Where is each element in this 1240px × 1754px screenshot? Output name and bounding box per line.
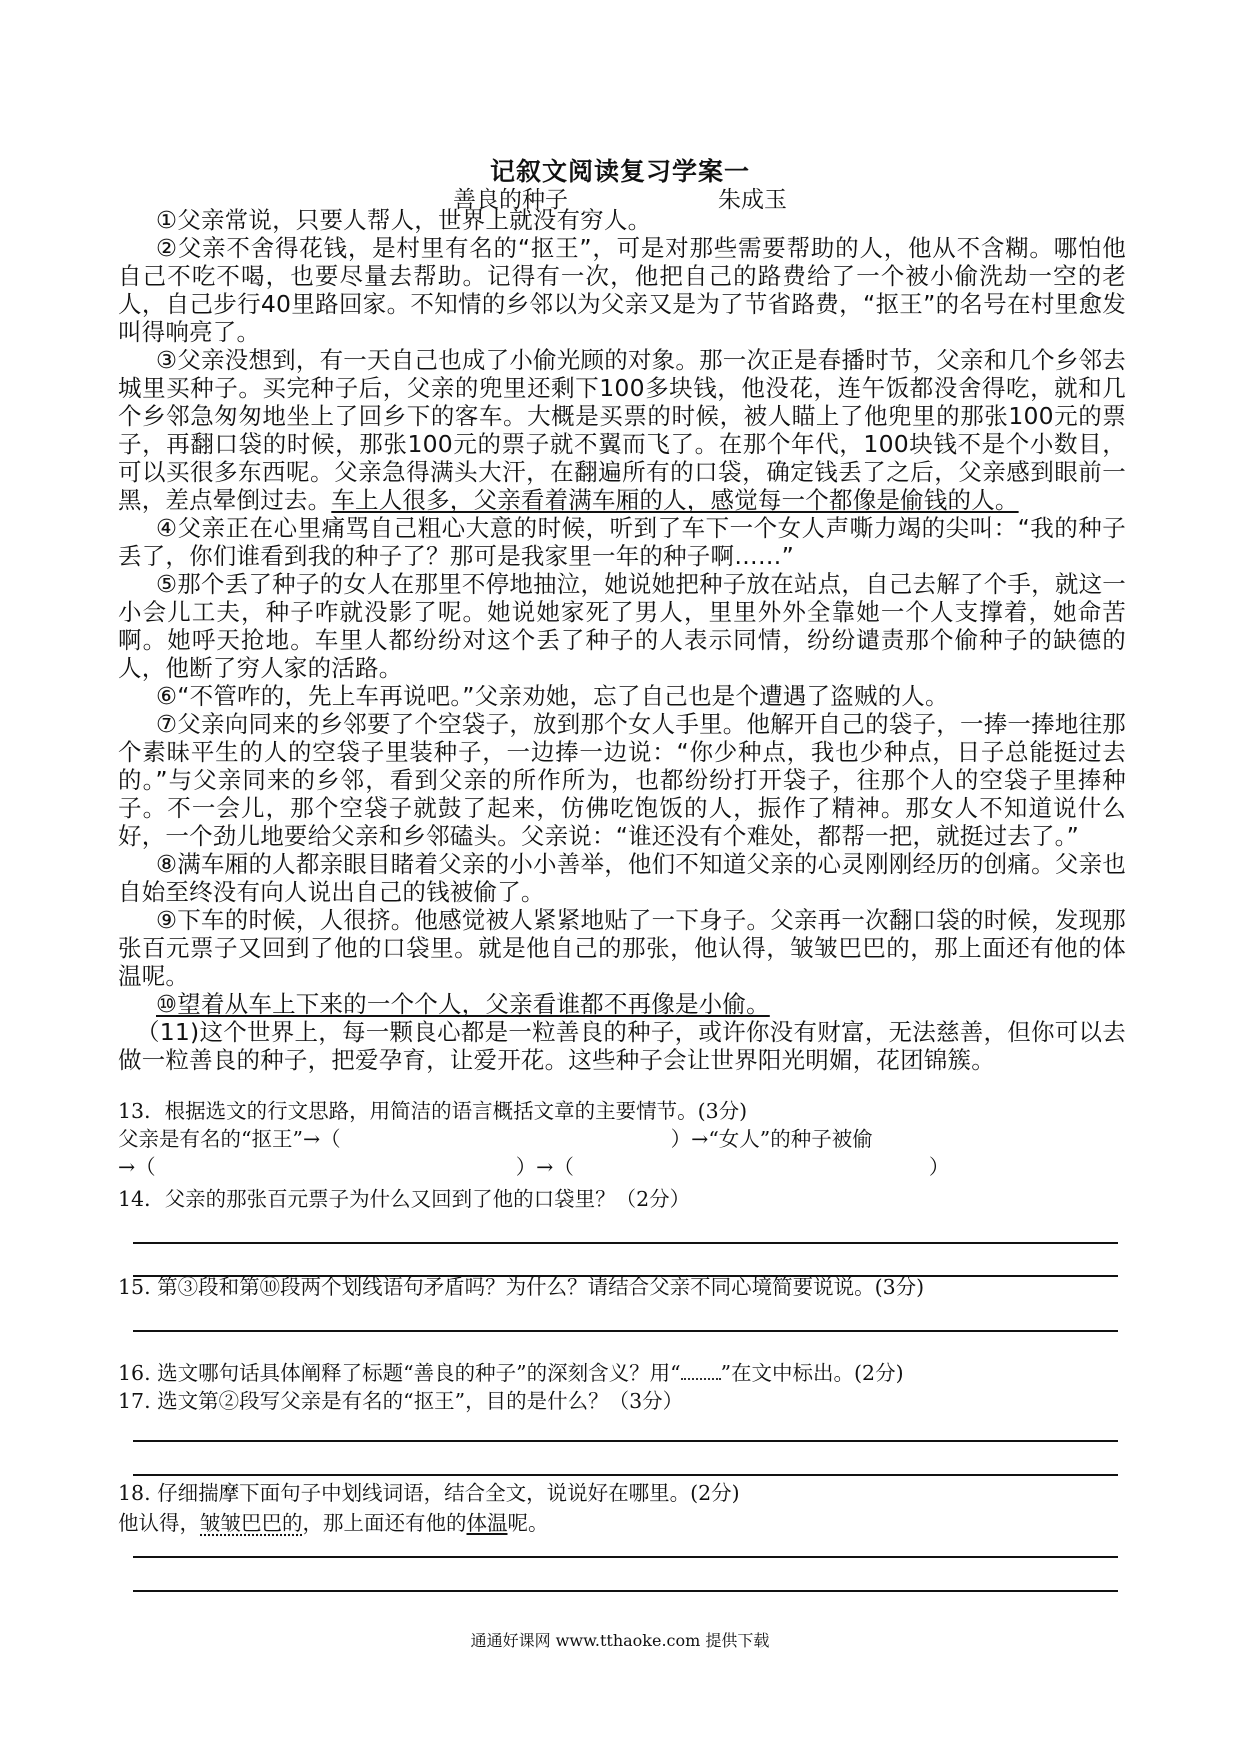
paragraph-10 [118,990,1126,1018]
story-title: 善良的种子 [453,187,568,213]
question-18: 18. 仔细揣摩下面句子中划线词语，结合全文，说说好在哪里。(2分) [118,1481,740,1505]
question-13: 13．根据选文的行文思路，用简洁的语言概括文章的主要情节。(3分) [118,1099,748,1123]
paragraph-4: ④父亲正在心里痛骂自己粗心大意的时候，听到了车下一个女人声嘶力竭的尖叫：“我的种子丢了，你们谁看到我的种子了？那可是我家里一年的种子啊……” [118,514,1126,570]
question-15: 15. 第③段和第⑩段两个划线语句矛盾吗？为什么？请结合父亲不同心境简要说说。(3分) [118,1275,925,1299]
answer-line[interactable] [133,1590,1118,1592]
paragraph-3-underlined-sentence: 车上人很多，父亲看着满车厢的人，感觉每一个都像是偷钱的人。 [331,486,1019,514]
paragraph-6: ⑥“不管咋的，先上车再说吧。”父亲劝她，忘了自己也是个遭遇了盗贼的人。 [156,682,949,710]
paragraph-7: ⑦父亲向同来的乡邻要了个空袋子，放到那个女人手里。他解开自己的袋子，一捧一捧地往那个素昧平生的人的空袋子里装种子，一边捧一边说：“你少种点，我也少种点，日子总能挺过去的。”与父亲同来的乡邻，看到父亲的所作所为，也都纷纷打开袋子，往那个人的空袋子里捧种子。不一会儿，那个空袋子就鼓了起来，仿佛吃饱饭的人，振作了精神。那女人不知道说什么好，一个劲儿地要给父亲和乡邻磕头。父亲说：“谁还没有个难处，都帮一把，就挺过去了。” [118,710,1126,850]
q13-row2-end: ） [928,1155,950,1179]
story-author: 朱成玉 [718,187,787,213]
q13-row2-start: →（ [118,1155,156,1179]
page-title: 记叙文阅读复习学案一 [489,157,750,186]
question-18-sentence [118,1506,1128,1536]
paragraph-8: ⑧满车厢的人都亲眼目睹着父亲的小小善举，他们不知道父亲的心灵刚刚经历的创痛。父亲也自始至终没有向人说出自己的钱被偷了。 [118,850,1126,906]
q18-sentence-part-1: 他认得， [118,1511,200,1535]
paragraph-2: ②父亲不舍得花钱，是村里有名的“抠王”，可是对那些需要帮助的人，他从不含糊。哪怕他自己不吃不喝，也要尽量去帮助。记得有一次，他把自己的路费给了一个被小偷洗劫一空的老人，自己步行40里路回家。不知情的乡邻以为父亲又是为了节省路费，“抠王”的名号在村里愈发叫得响亮了。 [118,234,1126,346]
answer-line[interactable] [133,1242,1118,1244]
q18-underlined-word-1: 皱皱巴巴的 [200,1511,303,1535]
q16-text-start: 16. 选文哪句话具体阐释了标题“善良的种子”的深刻含义？用“ [118,1361,681,1385]
question-14: 14．父亲的那张百元票子为什么又回到了他的口袋里？（2分） [118,1187,691,1211]
paragraph-9: ⑨下车的时候，人很挤。他感觉被人紧紧地贴了一下身子。父亲再一次翻口袋的时候，发现那张百元票子又回到了他的口袋里。就是他自己的那张，他认得，皱皱巴巴的，那上面还有他的体温呢。 [118,906,1126,990]
q13-row1-end: ）→“女人”的种子被偷 [670,1127,873,1151]
question-17: 17. 选文第②段写父亲是有名的“抠王”，目的是什么？（3分） [118,1389,684,1413]
question-13-blanks-row-1 [118,1122,1128,1152]
dotted-mark-sample [681,1364,721,1380]
paragraph-11: （11)这个世界上，每一颗良心都是一粒善良的种子，或许你没有财富，无法慈善，但你可以去做一粒善良的种子，把爱孕育，让爱开花。这些种子会让世界阳光明媚，花团锦簇。 [118,1018,1126,1074]
paragraph-10-underlined-sentence: ⑩望着从车上下来的一个个人，父亲看谁都不再像是小偷。 [156,990,770,1018]
q18-sentence-part-2: ，那上面还有他的 [302,1511,467,1535]
question-16 [118,1356,1128,1386]
answer-line[interactable] [133,1330,1118,1332]
q13-row2-mid: ）→（ [515,1155,574,1179]
q16-text-end: ”在文中标出。(2分) [720,1361,904,1385]
answer-line[interactable] [133,1556,1118,1558]
q18-underlined-word-2: 体温 [466,1511,508,1535]
answer-line[interactable] [133,1440,1118,1442]
paragraph-5: ⑤那个丢了种子的女人在那里不停地抽泣，她说她把种子放在站点，自己去解了个手，就这一小会儿工夫，种子咋就没影了呢。她说她家死了男人，里里外外全靠她一个人支撑着，她命苦啊。她呼天抢地。车里人都纷纷对这个丢了种子的人表示同情，纷纷谴责那个偷种子的缺德的人，他断了穷人家的活路。 [118,570,1126,682]
page-footer: 通通好课网 www.tthaoke.com 提供下载 [470,1631,770,1650]
paragraph-3 [118,346,1126,514]
paragraph-1: ①父亲常说，只要人帮人，世界上就没有穷人。 [156,206,652,234]
q13-row1-start: 父亲是有名的“抠王”→（ [118,1127,341,1151]
q18-sentence-part-3: 呢。 [507,1511,549,1535]
story-body [118,206,1126,1074]
question-13-blanks-row-2 [118,1150,1128,1180]
paragraph-3-text: ③父亲没想到，有一天自己也成了小偷光顾的对象。那一次正是春播时节，父亲和几个乡邻去城里买种子。买完种子后，父亲的兜里还剩下100多块钱，他没花，连午饭都没舍得吃，就和几个乡邻急匆匆地坐上了回乡下的客车。大概是买票的时候，被人瞄上了他兜里的那张100元的票子，再翻口袋的时候，那张100元的票子就不翼而飞了。在那个年代，100块钱不是个小数目，可以买很多东西呢。父亲急得满头大汗，在翻遍所有的口袋，确定钱丢了之后，父亲感到眼前一黑，差点晕倒过去。 [118,346,1126,514]
